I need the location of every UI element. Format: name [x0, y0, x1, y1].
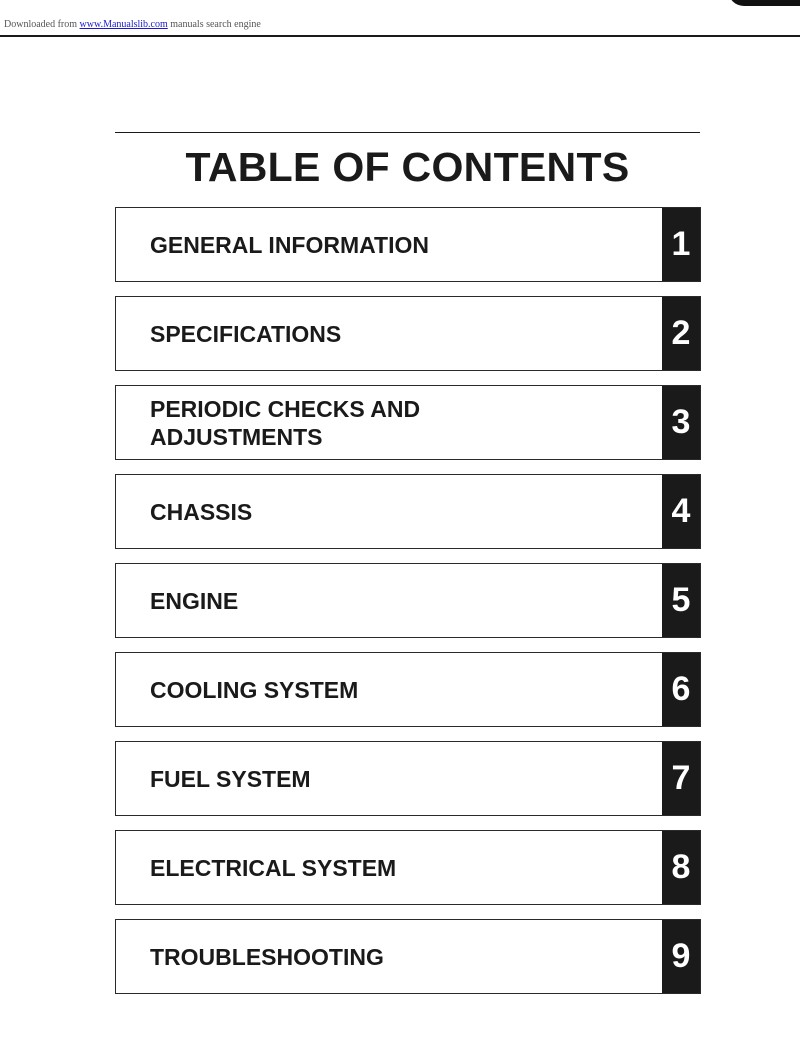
corner-tab: [728, 0, 800, 6]
toc-label-box: [116, 653, 662, 726]
toc-label-box: [116, 208, 662, 281]
page-title: TABLE OF CONTENTS: [185, 144, 630, 190]
download-banner: [0, 0, 800, 37]
toc-item-general-information[interactable]: [115, 207, 701, 282]
toc-label-box: [116, 920, 662, 993]
section-tab: [662, 831, 700, 904]
section-tab: [662, 386, 700, 459]
title-rule: [115, 132, 700, 133]
toc-label: FUEL SYSTEM: [150, 765, 311, 792]
toc-item-chassis[interactable]: [115, 474, 701, 549]
toc-label: ENGINE: [150, 587, 239, 614]
toc-label: ELECTRICAL SYSTEM: [150, 854, 397, 881]
toc-item-periodic-checks[interactable]: [115, 385, 701, 460]
section-number: 4: [671, 492, 691, 530]
section-tab: [662, 297, 700, 370]
toc-label: GENERAL INFORMATION: [150, 231, 429, 258]
toc-label-box: [116, 475, 662, 548]
toc-label-box: [116, 386, 662, 459]
section-number: 2: [671, 314, 691, 352]
section-tab: [662, 475, 700, 548]
source-suffix: manuals search engine: [167, 19, 261, 30]
section-number: 9: [671, 937, 691, 975]
section-number: 3: [671, 403, 691, 441]
toc-label-box: [116, 564, 662, 637]
toc-item-engine[interactable]: [115, 563, 701, 638]
toc-label: TROUBLESHOOTING: [150, 943, 384, 970]
section-number: 8: [671, 848, 691, 886]
toc-label: COOLING SYSTEM: [150, 676, 359, 703]
manualslib-link[interactable]: www.Manualslib.com: [79, 19, 168, 30]
section-number: 6: [671, 670, 691, 708]
toc-label: SPECIFICATIONS: [150, 320, 342, 347]
toc-item-electrical-system[interactable]: [115, 830, 701, 905]
toc-item-fuel-system[interactable]: [115, 741, 701, 816]
section-number: 5: [671, 581, 691, 619]
section-number: 1: [671, 225, 691, 263]
toc-item-specifications[interactable]: [115, 296, 701, 371]
section-tab: [662, 653, 700, 726]
toc-item-troubleshooting[interactable]: [115, 919, 701, 994]
section-tab: [662, 742, 700, 815]
toc-list: [115, 207, 701, 1008]
toc-label-box: [116, 297, 662, 370]
source-line: [4, 19, 261, 30]
section-tab: [662, 208, 700, 281]
toc-label: CHASSIS: [150, 498, 253, 525]
source-prefix: Downloaded from: [4, 19, 80, 30]
toc-label-box: [116, 742, 662, 815]
toc-label: PERIODIC CHECKS AND ADJUSTMENTS: [150, 395, 421, 450]
toc-label-box: [116, 831, 662, 904]
section-tab: [662, 564, 700, 637]
toc-item-cooling-system[interactable]: [115, 652, 701, 727]
section-tab: [662, 920, 700, 993]
section-number: 7: [671, 759, 691, 797]
